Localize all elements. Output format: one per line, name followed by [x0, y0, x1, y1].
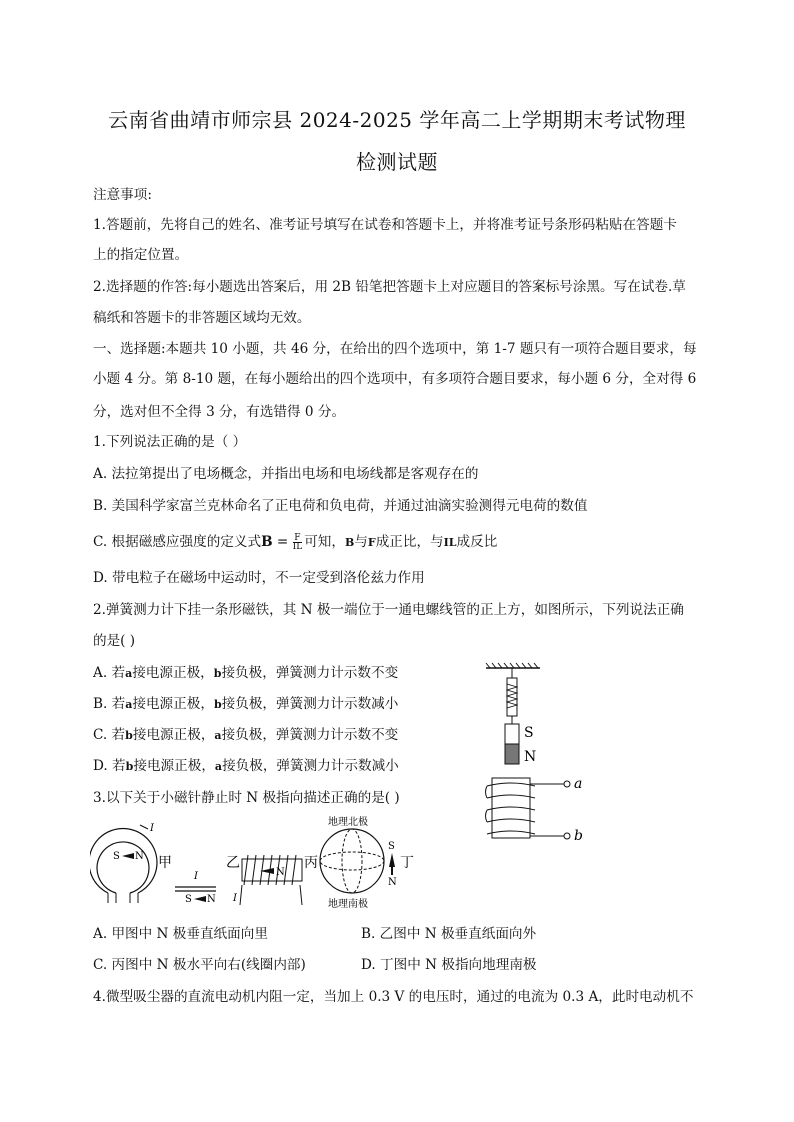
q1-option-a: A. 法拉第提出了电场概念，并指出电场和电场线都是客观存在的	[93, 466, 479, 482]
fig3-wire	[175, 871, 216, 905]
q2-c-prefix: C. 若	[93, 727, 126, 743]
formula-denominator: IL	[292, 542, 303, 552]
fig3-ding	[388, 841, 414, 888]
q2-b-mid: 接电源正极，	[132, 696, 214, 712]
q2-figure	[478, 660, 598, 850]
q1-c-mid2: 与	[354, 534, 368, 550]
q2-option-b	[93, 695, 398, 714]
q3-stem: 3.以下关于小磁针静止时 N 极指向描述正确的是( )	[93, 790, 400, 806]
q2-option-a	[93, 664, 398, 683]
q2-d-end: 接负极，弹簧测力计示数减小	[222, 758, 399, 774]
q1-c-il: IL	[443, 536, 457, 549]
q1-option-d: D. 带电粒子在磁场中运动时，不一定受到洛伦兹力作用	[93, 570, 425, 586]
formula-fraction	[293, 534, 303, 551]
var-a: a	[214, 760, 223, 773]
formula-numerator: F	[294, 533, 301, 543]
q1-stem: 1.下列说法正确的是（ ）	[93, 434, 247, 450]
fig3-geo-south: 地理南极	[328, 899, 368, 910]
q2-b-end: 接负极，弹簧测力计示数减小	[221, 696, 399, 712]
page-title: 云南省曲靖市师宗县 2024-2025 学年高二上学期期末考试物理	[108, 108, 686, 132]
q2-stem-a: 2.弹簧测力计下挂一条形磁铁，其 N 极一端位于一通电螺线管的正上方，如图所示，下列说法正确	[93, 602, 684, 618]
q1-c-mid3: 成正比，与	[375, 534, 444, 550]
fig2-label-s: S	[524, 725, 534, 741]
fig3-bing	[304, 815, 384, 910]
q1-c-f: F	[367, 536, 376, 549]
formula-eq: =	[272, 534, 293, 550]
fig3-jia-s: S	[113, 851, 120, 862]
fig3-ding-s: S	[388, 841, 395, 852]
q4-stem: 4.微型吸尘器的直流电动机内阻一定，当加上 0.3 V 的电压时，通过的电流为 0.3 A，此时电动机不	[93, 989, 694, 1005]
fig3-yi-current: I	[233, 893, 237, 904]
fig3-label-yi: 乙	[226, 855, 240, 871]
q1-c-b: B	[344, 536, 355, 549]
fig3-yi-n: N	[276, 867, 285, 878]
section-1-line-c: 分，选对但不全得 3 分，有选错得 0 分。	[93, 404, 346, 420]
q3-option-d: D. 丁图中 N 极指向地理南极	[361, 957, 537, 973]
section-1-line-b: 小题 4 分。第 8-10 题，在每小题给出的四个选项中，有多项符合题目要求，每小题 6 分，全对得 6	[93, 371, 697, 387]
q2-a-end: 接负极，弹簧测力计示数不变	[221, 665, 399, 681]
notice-item-1a: 1.答题前，先将自己的姓名、准考证号填写在试卷和答题卡上，并将准考证号条形码粘贴在答题卡	[93, 217, 677, 233]
notice-heading: 注意事项:	[93, 187, 152, 203]
var-b: b	[213, 698, 222, 711]
fig2-label-a: a	[574, 776, 583, 792]
notice-item-1b: 上的指定位置。	[93, 247, 189, 263]
fig3-geo-north: 地理北极	[328, 817, 368, 828]
q1-c-end: 成反比	[456, 534, 498, 550]
q1-c-mid1: 可知，	[304, 534, 345, 550]
formula-lhs: B	[261, 534, 273, 550]
fig3-wire-s: S	[185, 894, 192, 905]
q1-c-prefix: C. 根据磁感应强度的定义式	[93, 534, 262, 550]
fig3-wire-current: I	[194, 871, 198, 882]
q1-option-c	[93, 533, 497, 552]
q3-option-c: C. 丙图中 N 极水平向右(线圈内部)	[93, 957, 306, 973]
q2-a-mid: 接电源正极，	[132, 665, 214, 681]
q2-c-mid: 接电源正极，	[132, 727, 215, 743]
q2-d-mid: 接电源正极，	[133, 758, 215, 774]
fig3-ding-n: N	[388, 877, 397, 888]
fig3-jia	[90, 823, 172, 903]
fig2-label-n: N	[524, 749, 537, 765]
var-a: a	[125, 698, 133, 711]
var-a: a	[125, 667, 133, 680]
q2-c-end: 接负极，弹簧测力计示数不变	[221, 727, 399, 743]
notice-item-2b: 稿纸和答题卡的非答题区域均无效。	[93, 310, 311, 326]
notice-item-2a: 2.选择题的作答:每小题选出答案后，用 2B 铅笔把答题卡上对应题目的答案标号涂黑。写在试卷.草	[93, 279, 686, 295]
var-a: a	[214, 729, 222, 742]
fig3-wire-n: N	[207, 894, 216, 905]
fig3-label-jia: 甲	[158, 855, 172, 871]
var-b: b	[125, 729, 133, 742]
q3-option-a: A. 甲图中 N 极垂直纸面向里	[93, 926, 268, 942]
q3-figure	[90, 815, 420, 915]
q2-option-d	[93, 757, 399, 776]
fig2-label-b: b	[574, 828, 583, 844]
fig3-label-bing: 丙	[304, 855, 318, 871]
fig3-yi	[226, 855, 302, 905]
var-b: b	[213, 667, 222, 680]
q2-stem-b: 的是( )	[93, 633, 136, 649]
q2-d-prefix: D. 若	[93, 758, 126, 774]
q1-option-b: B. 美国科学家富兰克林命名了正电荷和负电荷，并通过油滴实验测得元电荷的数值	[93, 498, 588, 514]
page-subtitle: 检测试题	[356, 150, 438, 174]
section-1-line-a: 一、选择题:本题共 10 小题，共 46 分，在给出的四个选项中，第 1-7 题只有一项符合题目要求，每	[93, 341, 697, 357]
q2-b-prefix: B. 若	[93, 696, 126, 712]
fig3-current-label: I	[150, 823, 154, 834]
var-b: b	[125, 760, 134, 773]
q3-option-b: B. 乙图中 N 极垂直纸面向外	[361, 926, 537, 942]
q2-option-c	[93, 726, 398, 745]
fig3-jia-n: N	[135, 851, 144, 862]
q2-a-prefix: A. 若	[93, 665, 126, 681]
fig3-label-ding: 丁	[400, 855, 414, 871]
